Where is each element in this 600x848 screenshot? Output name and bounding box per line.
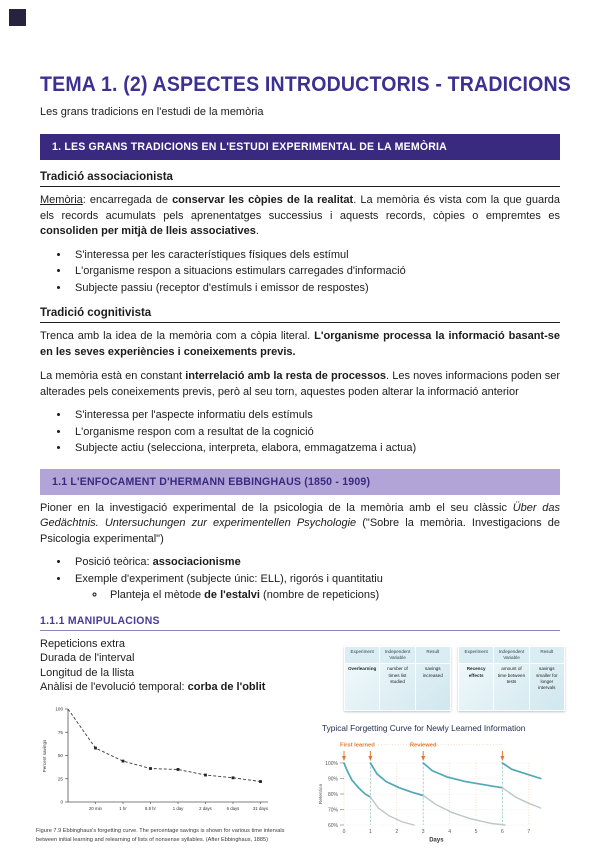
- svg-text:5: 5: [474, 829, 478, 835]
- sub-bullet-list: [70, 588, 560, 604]
- svg-text:2: 2: [395, 829, 399, 835]
- manip-line: Anàlisi de l'evolució temporal: corba de l'oblit: [40, 681, 266, 693]
- mini-table: Experiment Independent Variable Result Recency effects amount of time between tests savings smaller for longer intervals: [458, 646, 565, 711]
- svg-text:0: 0: [60, 799, 63, 805]
- manip-line: Durada de l'interval: [40, 652, 135, 664]
- svg-text:Reviewed: Reviewed: [409, 742, 437, 749]
- svg-text:90%: 90%: [327, 776, 338, 783]
- list-item: • Subjecte passiu (receptor d'estímuls i emissor de respostes): [70, 281, 560, 297]
- svg-text:50: 50: [57, 753, 63, 759]
- heading-tradicio-associacionista: Tradició associacionista: [40, 171, 560, 187]
- svg-text:70%: 70%: [327, 807, 338, 814]
- svg-text:1: 1: [369, 829, 372, 835]
- svg-text:3: 3: [421, 829, 425, 835]
- svg-text:20 min: 20 min: [89, 806, 102, 811]
- paragraph-associacionista: Memòria: encarregada de conservar les còpies de la realitat. La memòria és vista com la que guarda els records acumulats pels aprenentatges successius i aquests records, còpies o empremtes es consoliden per mitjà de lleis associatives.: [40, 194, 560, 237]
- list-item: ◦ Planteja el mètode de l'estalvi (nombre de repeticions): [106, 588, 560, 604]
- svg-text:6 days: 6 days: [226, 806, 240, 811]
- svg-text:75: 75: [57, 729, 63, 735]
- list-item: • Posició teòrica: associacionisme: [70, 555, 560, 571]
- bullet-list-ebbinghaus: [40, 555, 560, 604]
- svg-text:60%: 60%: [327, 822, 338, 829]
- svg-text:6: 6: [501, 829, 504, 835]
- svg-text:1 day: 1 day: [172, 806, 184, 811]
- svg-text:7: 7: [527, 829, 531, 835]
- svg-text:4: 4: [448, 829, 451, 835]
- figure-caption: Figure 7.9 Ebbinghaus's forgetting curve. The percentage savings is shown for various time intervals between initial learning and relearning of lists of nonsense syllables. (After Ebbinghaus, 1885): [36, 828, 285, 843]
- mini-table: Experiment Independent Variable Result Overlearning number of times list studied savings increased: [344, 646, 451, 711]
- section-banner-1-label: 1. LES GRANS TRADICIONS EN L'ESTUDI EXPERIMENTAL DE LA MEMÒRIA: [52, 141, 447, 153]
- svg-text:0: 0: [342, 829, 346, 835]
- svg-text:80%: 80%: [327, 791, 338, 798]
- forgetting-curve-figure: [314, 723, 572, 848]
- paragraph-cognitivista-2: La memòria està en constant interrelació amb la resta de processos. Les noves informacions poden ser alterades pels coneixements previs, però al seu torn, aquestes poden alterar la informació anterior: [40, 370, 560, 398]
- page-title: TEMA 1. (2) ASPECTES INTRODUCTORIS - TRADICIONS: [40, 73, 572, 96]
- svg-text:100%: 100%: [325, 760, 338, 767]
- manip-line: Repeticions extra: [40, 637, 125, 650]
- svg-text:Percent savings: Percent savings: [42, 739, 47, 773]
- corner-mark: [9, 9, 26, 26]
- bullet-list-associacionista: [40, 248, 560, 297]
- paragraph-cognitivista-1: Trenca amb la idea de la memòria com a còpia literal. L'organisme processa la informació basant-se en les seves experiències i coneixements previs.: [40, 330, 560, 358]
- svg-text:31 days: 31 days: [252, 806, 269, 811]
- list-item: • Exemple d'experiment (subjecte únic: ELL), rigorós i quantitatiu: [70, 572, 560, 588]
- section-banner-1-1: [40, 469, 560, 495]
- svg-text:Days: Days: [429, 837, 444, 844]
- svg-text:2 days: 2 days: [199, 806, 212, 811]
- svg-text:Retention: Retention: [319, 783, 324, 805]
- svg-text:1 hr: 1 hr: [119, 806, 127, 811]
- svg-text:First learned: First learned: [340, 742, 375, 749]
- experiment-tables-figure: [344, 646, 565, 711]
- list-item: • S'interessa per les característiques físiques dels estímul: [70, 248, 560, 264]
- bullet-list-cognitivista: [40, 408, 560, 457]
- list-item: • Subjecte actiu (selecciona, interpreta, elabora, emmagatzema i actua): [70, 441, 560, 457]
- svg-text:100: 100: [55, 706, 63, 712]
- paragraph-ebbinghaus: Pioner en la investigació experimental de la psicologia de la memòria amb el seu clàssic Über das Gedächtnis. Untersuchungen zur experimentellen Psychologie ("Sobre la memòria. Investigacions de Psicologia experimental"): [40, 501, 560, 545]
- section-banner-1-1-label: 1.1 L'ENFOCAMENT D'HERMANN EBBINGHAUS (1850 - 1909): [52, 475, 371, 488]
- ebbinghaus-curve-figure: [36, 701, 304, 844]
- heading-tradicio-cognitivista: Tradició cognitivista: [40, 307, 560, 323]
- ebbinghaus-curve-chart: [36, 701, 288, 819]
- list-item: • L'organisme respon com a resultat de la cognició: [70, 425, 560, 441]
- list-item: • S'interessa per l'aspecte informatiu dels estímuls: [70, 408, 560, 424]
- manip-line: Longitud de la llista: [40, 666, 135, 679]
- list-item: • L'organisme respon a situacions estimulars carregades d'informació: [70, 264, 560, 280]
- svg-text:8.8 hr: 8.8 hr: [145, 806, 156, 811]
- forgetting-curve-title: Typical Forgetting Curve for Newly Learned Information: [322, 723, 526, 733]
- page-subtitle: Les grans tradicions en l'estudi de la memòria: [40, 106, 264, 118]
- section-banner-1: [40, 134, 560, 160]
- svg-text:25: 25: [57, 776, 63, 782]
- heading-manipulacions: 1.1.1 MANIPULACIONS: [40, 615, 560, 631]
- forgetting-curve-chart: [314, 735, 572, 847]
